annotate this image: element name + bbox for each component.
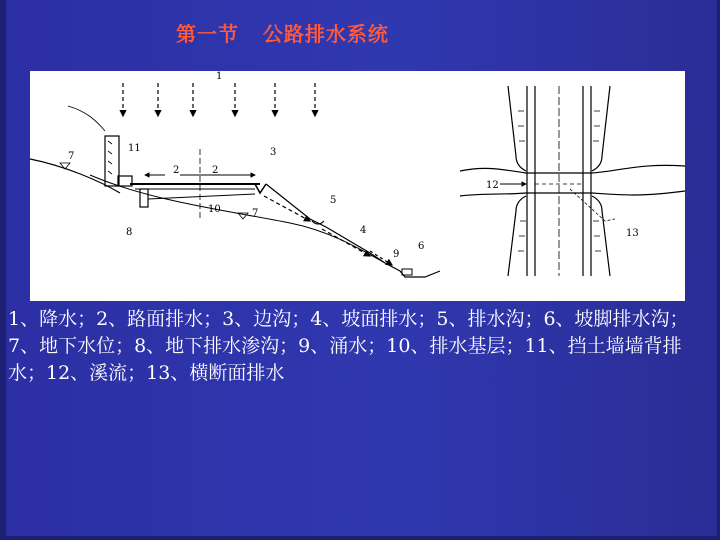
rainfall-arrows [123, 83, 315, 116]
label-11: 11 [128, 143, 141, 154]
label-7a: 7 [68, 151, 75, 162]
retaining-wall [105, 136, 119, 186]
underdrain [140, 189, 148, 207]
label-8: 8 [126, 227, 133, 238]
label-2b: 2 [212, 165, 219, 176]
label-6: 6 [418, 241, 425, 252]
stream-top [460, 165, 685, 173]
label-9: 9 [393, 249, 400, 260]
label-5: 5 [330, 195, 337, 206]
label-12: 12 [486, 180, 499, 191]
label-4: 4 [360, 225, 367, 236]
label-1: 1 [216, 71, 223, 82]
legend-text: 1、降水；2、路面排水；3、边沟；4、坡面排水；5、排水沟；6、坡脚排水沟；7、地下水位；8、地下排水渗沟；9、涌水；10、排水基层；11、挡土墙墙背排水；12、溪流；13、横断面排水 [8, 308, 689, 384]
drainage-diagram [30, 71, 685, 301]
label-7b: 7 [252, 208, 259, 219]
label-10: 10 [208, 204, 221, 215]
slide-edge-left [0, 0, 6, 540]
label-2a: 2 [173, 165, 180, 176]
slide-edge-bottom [0, 536, 720, 540]
label-3: 3 [270, 147, 277, 158]
slide-title: 第一节 公路排水系统 [176, 22, 389, 46]
ground-line-left [30, 159, 120, 193]
drainage-diagram-svg [30, 71, 685, 301]
stream-bottom [460, 191, 685, 196]
label-13: 13 [626, 228, 639, 239]
cross-section-drawing [30, 83, 440, 277]
